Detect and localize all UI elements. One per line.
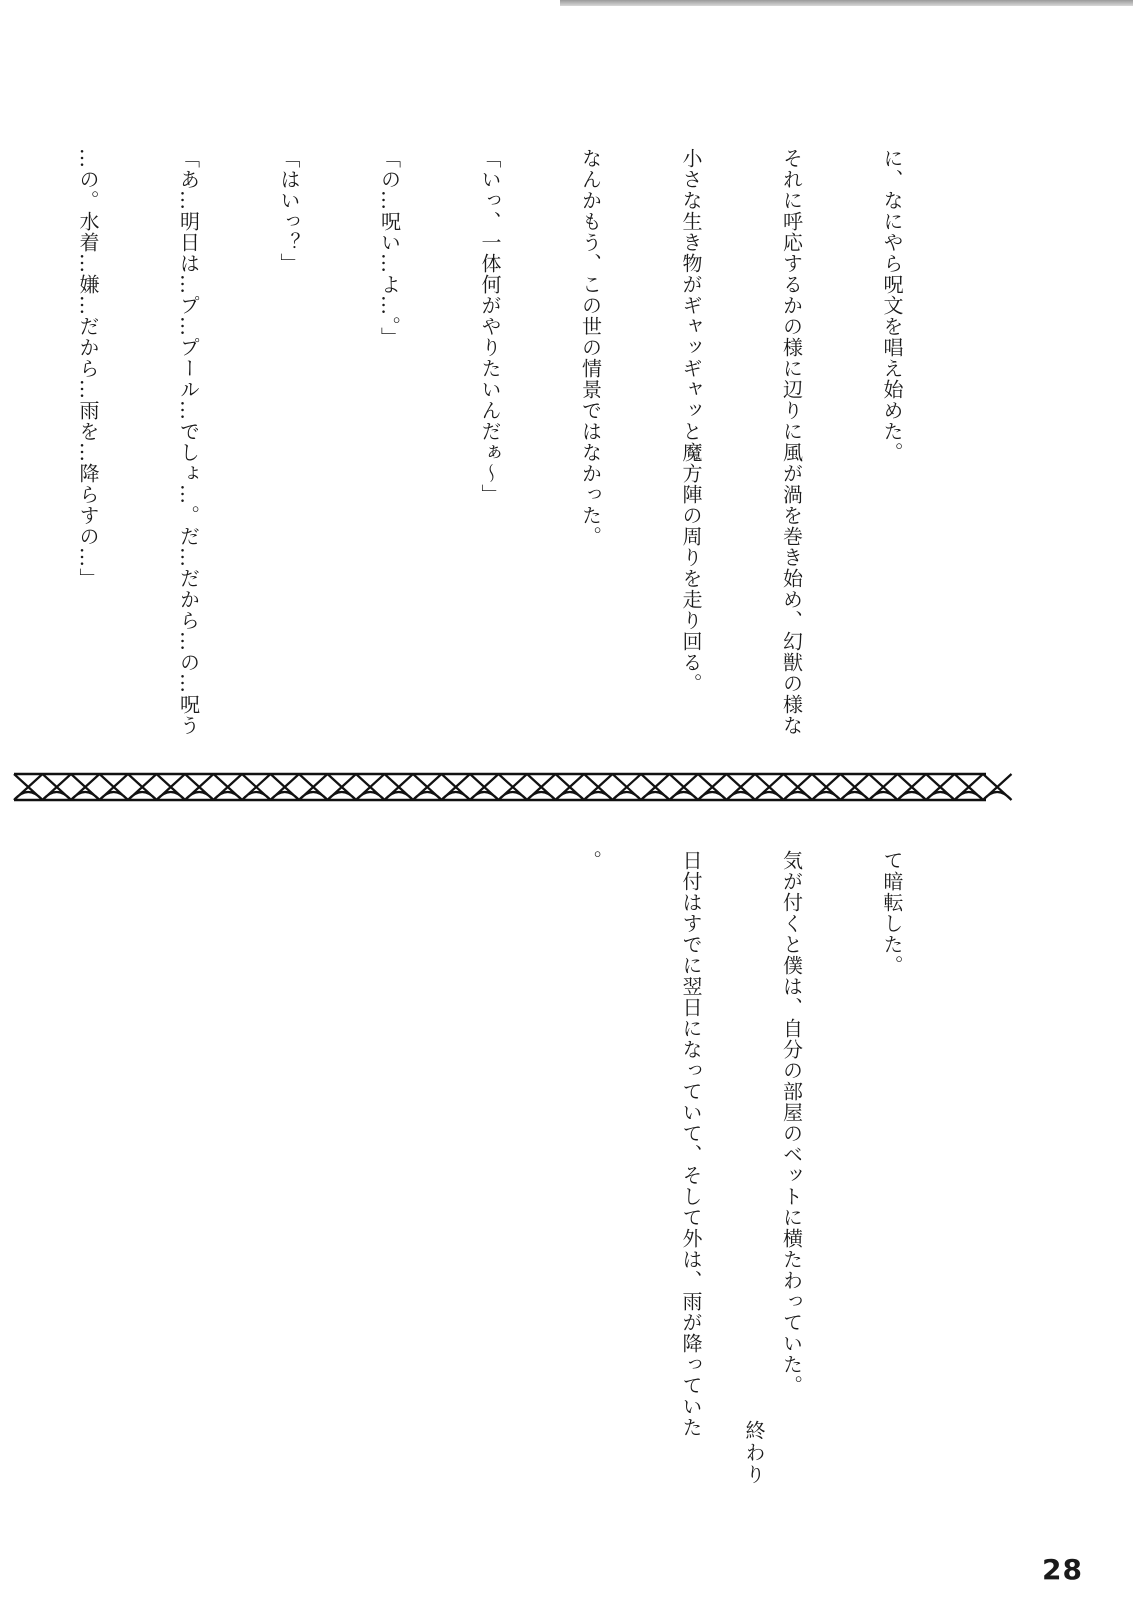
text-column: 「の…呪い…よ…。」 bbox=[377, 148, 402, 348]
divider-motif bbox=[556, 774, 585, 800]
divider-motif bbox=[328, 774, 357, 800]
text-column: なんかもう、この世の情景ではなかった。 bbox=[578, 148, 603, 547]
page-number: 28 bbox=[1042, 1553, 1083, 1586]
divider-motif bbox=[442, 774, 471, 800]
divider-motif bbox=[812, 774, 841, 800]
text-column: 「あ…明日は…プ…プール…でしょ…。だ…だから…の…呪う bbox=[176, 148, 201, 736]
text-column: 気が付くと僕は、自分の部屋のベットに横たわっていた。 bbox=[779, 850, 804, 1396]
divider-motif bbox=[271, 774, 300, 800]
divider-motif bbox=[385, 774, 414, 800]
ornamental-divider bbox=[14, 770, 986, 808]
divider-motif bbox=[185, 774, 214, 800]
text-column: それに呼応するかの様に辺りに風が渦を巻き始め、幻獣の様な bbox=[779, 148, 804, 736]
story-text-upper bbox=[75, 148, 975, 768]
divider-motif bbox=[641, 774, 670, 800]
divider-motif bbox=[698, 774, 727, 800]
divider-motif bbox=[527, 774, 556, 800]
divider-motif bbox=[43, 774, 72, 800]
divider-motif bbox=[926, 774, 955, 800]
divider-motif bbox=[584, 774, 613, 800]
text-column: 「はいっ？」 bbox=[277, 148, 301, 274]
text-column: て暗転した。 bbox=[880, 850, 904, 976]
text-column: 。 bbox=[578, 850, 603, 871]
text-column: 小さな生き物がギャッギャッと魔方陣の周りを走り回る。 bbox=[679, 148, 703, 694]
text-column bbox=[0, 148, 4, 768]
divider-motif bbox=[128, 774, 157, 800]
divider-motif bbox=[784, 774, 813, 800]
divider-motif bbox=[983, 774, 1012, 800]
divider-motif bbox=[157, 774, 186, 800]
divider-motif bbox=[670, 774, 699, 800]
divider-motif bbox=[71, 774, 100, 800]
divider-motif bbox=[242, 774, 271, 800]
divider-motif bbox=[869, 774, 898, 800]
divider-motif bbox=[755, 774, 784, 800]
divider-motif bbox=[898, 774, 927, 800]
divider-motif bbox=[356, 774, 385, 800]
divider-motif bbox=[214, 774, 243, 800]
divider-motif bbox=[499, 774, 528, 800]
divider-motif bbox=[299, 774, 328, 800]
divider-motif bbox=[841, 774, 870, 800]
divider-motif bbox=[100, 774, 129, 800]
divider-motif bbox=[727, 774, 756, 800]
text-column: 「いっ、一体何がやりたいんだぁ〜」 bbox=[478, 148, 502, 505]
divider-motif bbox=[955, 774, 984, 800]
text-column: 日付はすでに翌日になっていて、そして外は、雨が降っていた bbox=[679, 850, 703, 1438]
text-column: に、なにやら呪文を唱え始めた。 bbox=[880, 148, 904, 463]
divider-motif bbox=[613, 774, 642, 800]
divider-motif bbox=[14, 774, 43, 800]
top-edge-rule bbox=[560, 0, 1133, 6]
text-column: …の。水着…嫌…だから…雨を…降らすの…」 bbox=[76, 148, 100, 589]
divider-motif bbox=[470, 774, 499, 800]
ending-label: 終わり bbox=[742, 1420, 766, 1486]
divider-motif bbox=[413, 774, 442, 800]
